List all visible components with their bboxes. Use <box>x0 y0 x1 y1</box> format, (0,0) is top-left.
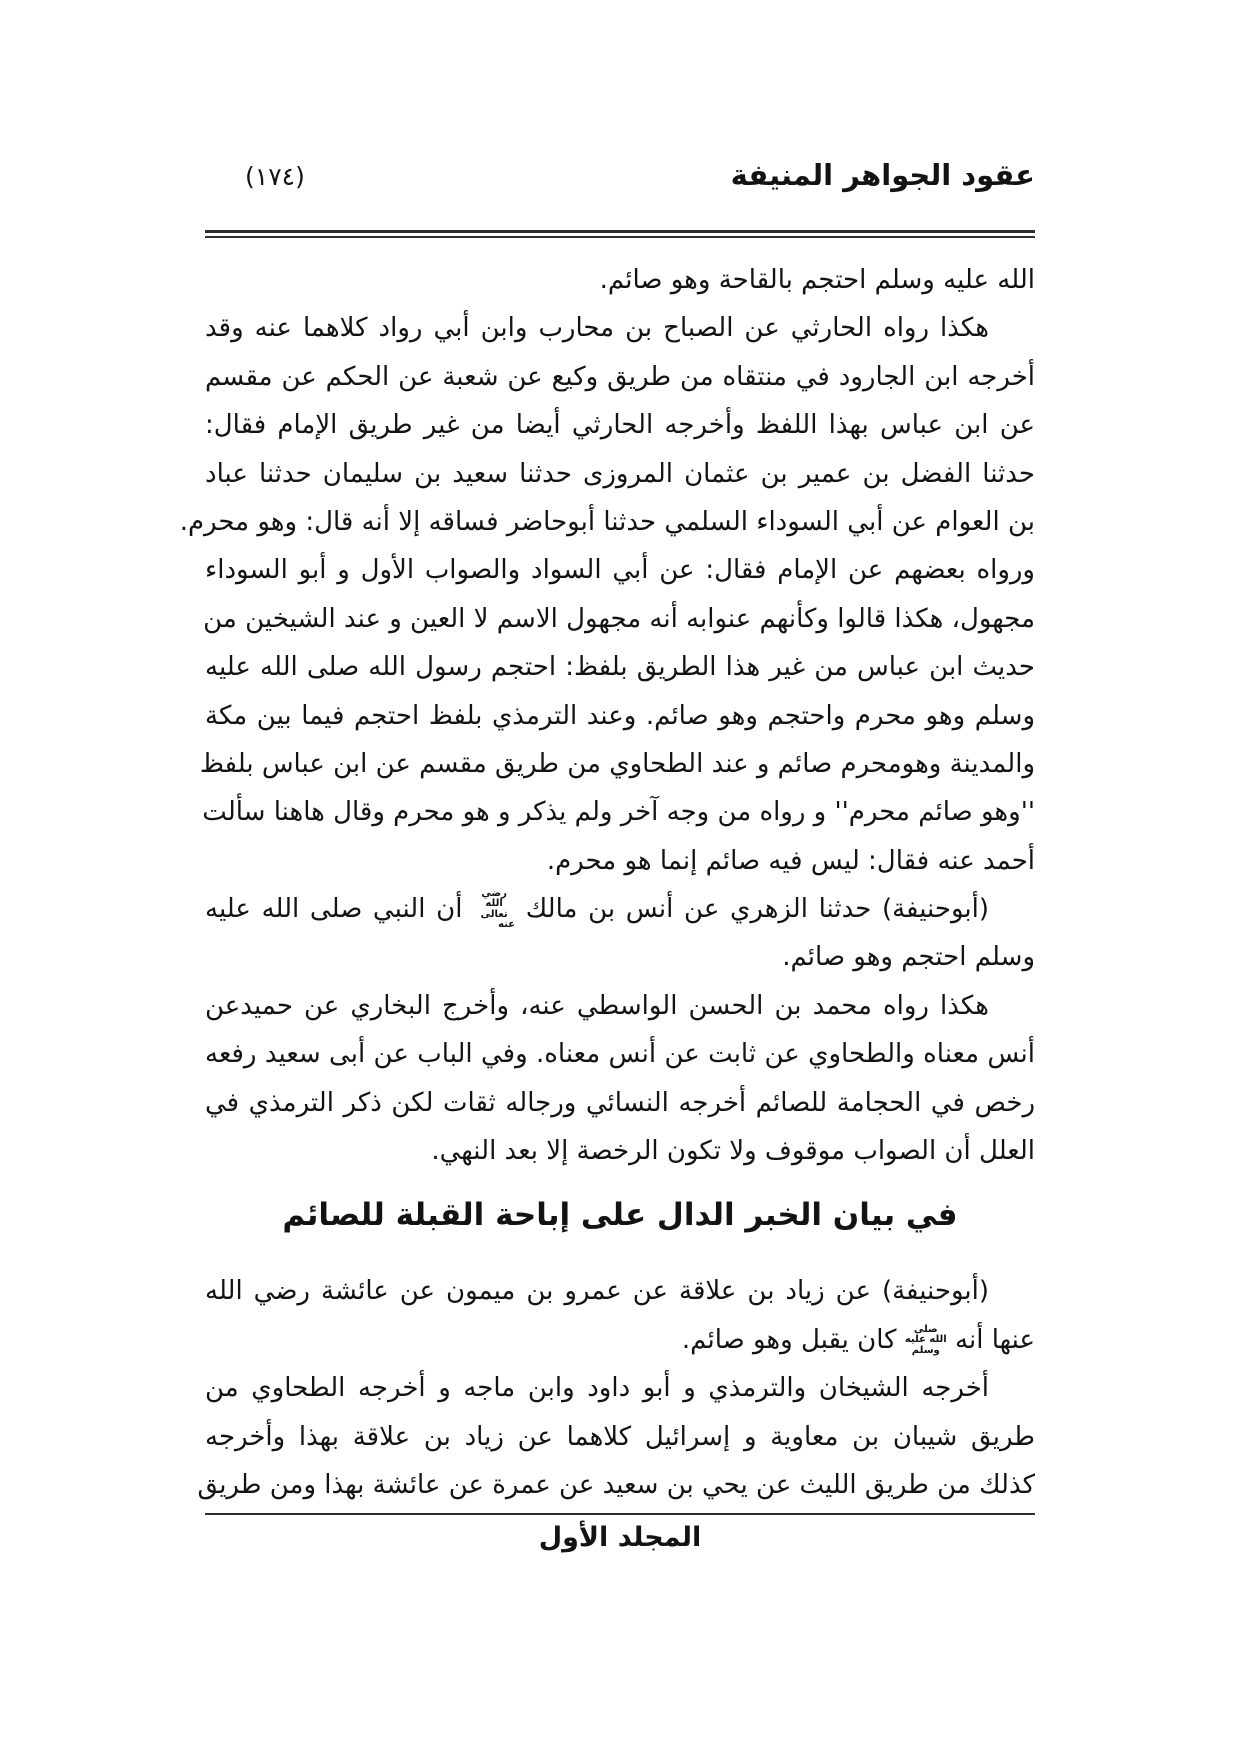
text-line <box>205 885 1035 933</box>
line-text: والمدينة وهومحرم صائم و عند الطحاوي من طريق مقسم عن ابن عباس بلفظ <box>199 748 1035 779</box>
line-text: بن العوام عن أبي السوداء السلمي حدثنا أبوحاضر فساقه إلا أنه قال: وهو محرم. <box>179 506 1035 537</box>
line-text: رخص في الحجامة للصائم أخرجه النسائي ورجاله ثقات لكن ذكر الترمذي في <box>205 1087 1035 1118</box>
book-title: عقود الجواهر المنيفة <box>730 158 1035 192</box>
text-line <box>205 1267 1035 1315</box>
text-line <box>205 1413 1035 1461</box>
text-line <box>197 1461 1035 1509</box>
text-line <box>205 643 1035 691</box>
text-line <box>205 450 1035 498</box>
text-line <box>205 982 1035 1030</box>
line-text: أخرجه ابن الجارود في منتقاه من طريق وكيع عن شعبة عن الحكم عن مقسم <box>205 361 1035 392</box>
line-text: أن النبي صلى الله عليه <box>205 894 474 925</box>
text-line <box>205 304 1035 352</box>
line-text: مجهول، هكذا قالوا وكأنهم عنوابه أنه مجهول الاسم لا العين و عند الشيخين من <box>203 603 1035 634</box>
text-line <box>199 740 1035 788</box>
line-text: هكذا رواه محمد بن الحسن الواسطي عنه، وأخرج البخاري عن حميدعن <box>205 990 989 1021</box>
line-text: أخرجه الشيخان والترمذي و أبو داود وابن ماجه و أخرجه الطحاوي من <box>205 1373 989 1404</box>
text-line <box>205 1316 1035 1364</box>
line-text: ورواه بعضهم عن الإمام فقال: عن أبي السواد والصواب الأول و أبو السوداء <box>205 555 1035 586</box>
honorific-seal: رضي الله تعالى عنه <box>480 887 516 931</box>
page-number: (١٧٤) <box>245 162 305 191</box>
text-line <box>205 353 1035 401</box>
section-heading <box>205 1189 1035 1241</box>
line-text: حديث ابن عباس من غير هذا الطريق بلفظ: احتجم رسول الله صلى الله عليه <box>205 652 1035 683</box>
line-text: وسلم احتجم وهو صائم. <box>782 942 1035 973</box>
page-footer <box>205 1522 1035 1553</box>
header-rule <box>205 230 1035 238</box>
text-line <box>205 256 1035 304</box>
text-line <box>179 498 1035 546</box>
text-line <box>205 933 1035 981</box>
line-text: عن ابن عباس بهذا اللفظ وأخرجه الحارثي أيضا من غير طريق الإمام فقال: <box>205 410 1035 441</box>
text-line <box>205 1364 1035 1412</box>
line-text: في بيان الخبر الدال على إباحة القبلة للصائم <box>282 1197 958 1234</box>
page-header <box>205 158 1035 192</box>
text-line <box>205 837 1035 885</box>
line-text: أنس معناه والطحاوي عن ثابت عن أنس معناه. وفي الباب عن أبى سعيد رفعه <box>205 1039 1035 1070</box>
line-text: حدثنا الفضل بن عمير بن عثمان المروزى حدثنا سعيد بن سليمان حدثنا عباد <box>205 458 1035 489</box>
line-text: هكذا رواه الحارثي عن الصباح بن محارب وابن أبي رواد كلاهما عنه وقد <box>205 313 989 344</box>
volume-label: المجلد الأول <box>538 1522 702 1553</box>
text-line <box>205 1127 1035 1175</box>
text-line <box>205 692 1035 740</box>
text-line <box>205 546 1035 594</box>
line-text: العلل أن الصواب موقوف ولا تكون الرخصة إلا بعد النهي. <box>431 1136 1035 1167</box>
text-line <box>205 401 1035 449</box>
line-text: عنها أنه <box>946 1324 1035 1355</box>
line-text: الله عليه وسلم احتجم بالقاحة وهو صائم. <box>599 265 1035 295</box>
line-text: (أبوحنيفة) عن زياد بن علاقة عن عمرو بن ميمون عن عائشة رضي الله <box>205 1276 989 1307</box>
footer-rule <box>205 1513 1035 1515</box>
line-text: كان يقبل وهو صائم. <box>681 1324 905 1355</box>
text-line <box>205 1079 1035 1127</box>
text-line <box>202 788 1035 836</box>
honorific-seal: صلى الله عليه وسلم <box>904 1323 947 1356</box>
line-text: وسلم وهو محرم واحتجم وهو صائم. وعند الترمذي بلفظ احتجم فيما بين مكة <box>205 700 1035 731</box>
line-text: كذلك من طريق الليث عن يحي بن سعيد عن عمرة عن عائشة بهذا ومن طريق <box>197 1469 1035 1500</box>
line-text: (أبوحنيفة) حدثنا الزهري عن أنس بن مالك <box>515 894 989 925</box>
text-line <box>205 595 1035 643</box>
text-line <box>205 1030 1035 1078</box>
body-lines <box>179 256 1035 1509</box>
line-text: ''وهو صائم محرم'' و رواه من وجه آخر ولم يذكر و هو محرم وقال هاهنا سألت <box>202 797 1035 828</box>
line-text: أحمد عنه فقال: ليس فيه صائم إنما هو محرم. <box>546 845 1035 876</box>
line-text: طريق شيبان بن معاوية و إسرائيل كلاهما عن زياد بن علاقة بهذا وأخرجه <box>205 1421 1035 1452</box>
